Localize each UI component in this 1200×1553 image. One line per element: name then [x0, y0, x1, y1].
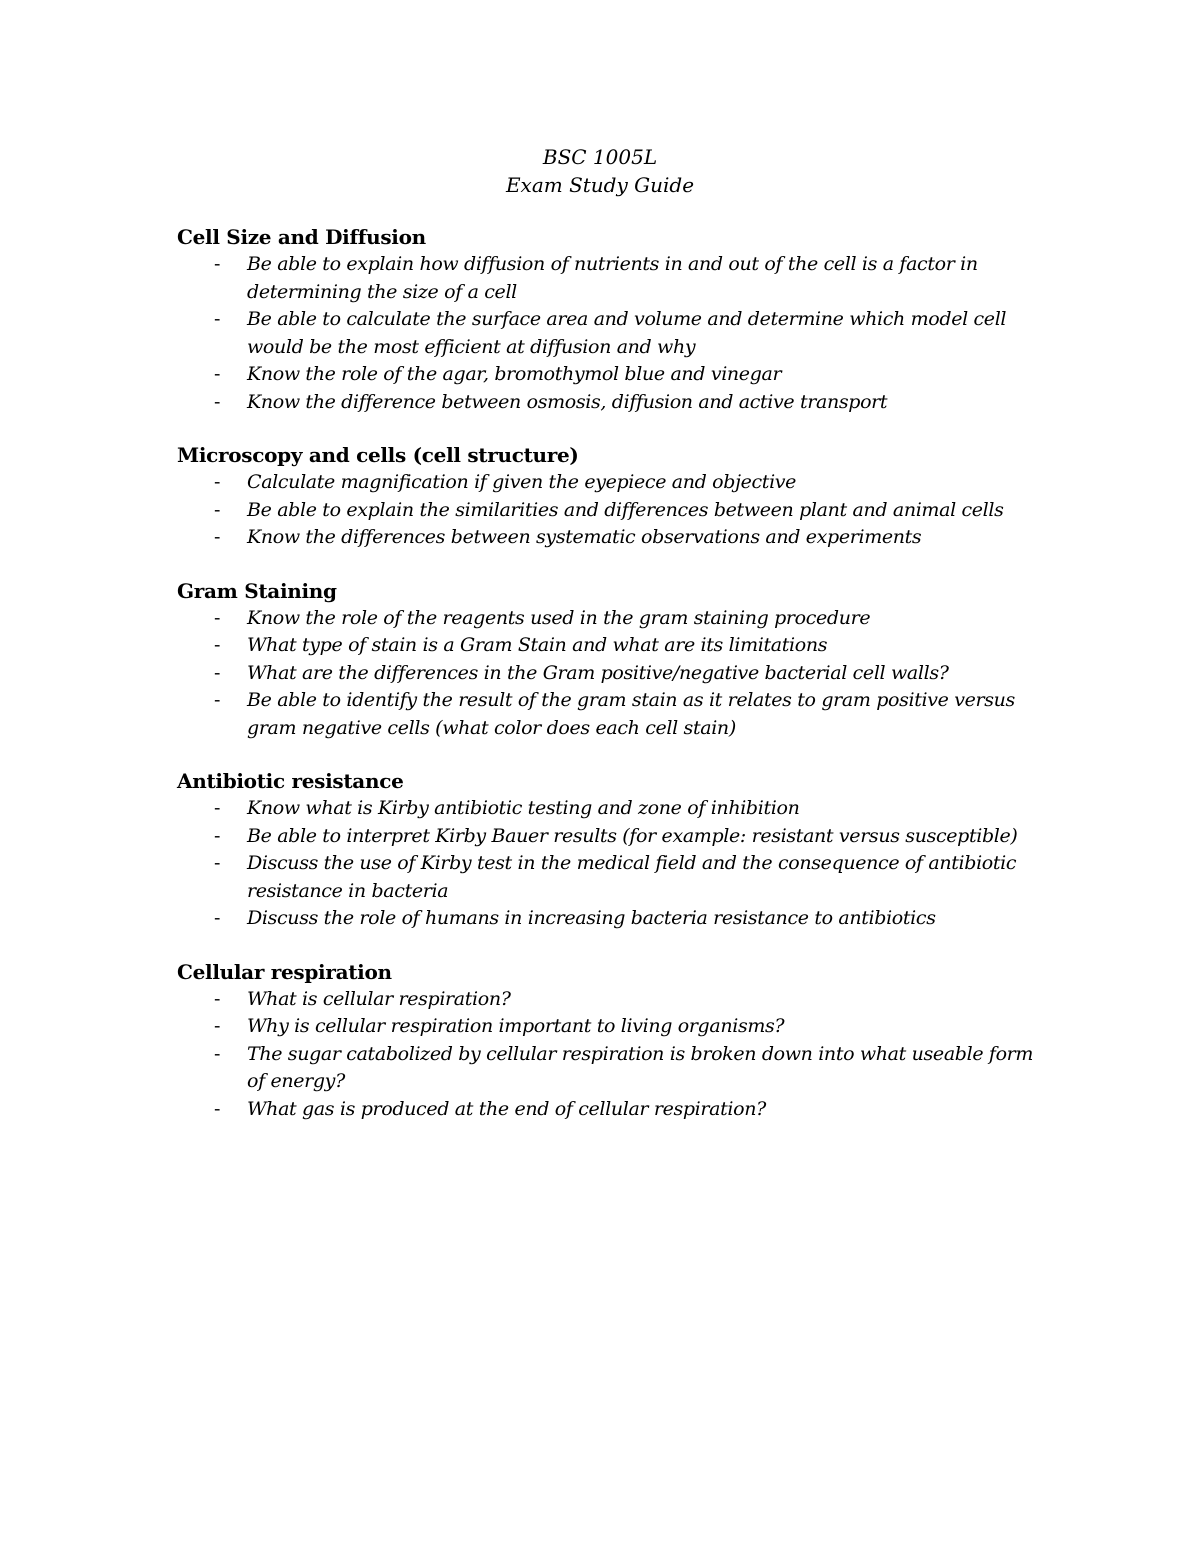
bullet-dash: - [214, 987, 221, 1010]
list-item [177, 251, 1047, 306]
section-title: Cell Size and Diffusion [177, 225, 426, 249]
course-code: BSC 1005L [542, 145, 658, 169]
section-title: Cellular respiration [177, 959, 392, 984]
section-cell-size-diffusion [177, 223, 1047, 416]
list-item [177, 469, 1047, 497]
bullet-dash: - [214, 606, 221, 629]
list-item [177, 524, 1047, 552]
section-gram-staining [177, 577, 1047, 743]
list-item [177, 687, 1047, 742]
document-content [177, 223, 1047, 1148]
list-item [177, 306, 1047, 361]
bullet-dash: - [214, 253, 221, 275]
bullet-dash: - [214, 661, 221, 684]
list-item-text: Calculate magnification if given the eyepiece and objective [247, 471, 797, 493]
list-item-text: Be able to calculate the surface area and volume and determine which model cell would be the most efficient at diffusion and why [247, 308, 1007, 358]
list-item [177, 389, 1047, 417]
list-item [177, 605, 1047, 633]
list-item-text: What gas is produced at the end of cellular respiration? [247, 1097, 766, 1120]
list-item-text: What are the differences in the Gram positive/negative bacterial cell walls? [247, 661, 949, 684]
list-item [177, 632, 1047, 660]
list-item-text: Discuss the use of Kirby test in the medical field and the consequence of antibiotic resistance in bacteria [247, 852, 1017, 902]
list-item [177, 497, 1047, 525]
list-item-text: Know what is Kirby antibiotic testing and zone of inhibition [247, 797, 800, 819]
bullet-dash: - [214, 1097, 221, 1120]
list-item-text: Know the role of the reagents used in the gram staining procedure [247, 606, 871, 629]
bullet-dash: - [214, 797, 221, 819]
list-item-text: Discuss the role of humans in increasing bacteria resistance to antibiotics [247, 907, 936, 929]
list-item-text: Know the role of the agar, bromothymol blue and vinegar [247, 363, 782, 385]
bullet-dash: - [214, 471, 221, 493]
list-item [177, 850, 1047, 905]
bullet-dash: - [214, 852, 221, 874]
list-item [177, 1041, 1047, 1096]
list-item-text: What type of stain is a Gram Stain and what are its limitations [247, 634, 828, 656]
list-item-text: The sugar catabolized by cellular respiration is broken down into what useable form of energy? [247, 1042, 1034, 1092]
bullet-dash: - [214, 308, 221, 330]
document-subtitle: Exam Study Guide [505, 173, 695, 197]
list-item-text: What is cellular respiration? [247, 987, 511, 1010]
bullet-dash: - [214, 824, 221, 847]
bullet-dash: - [214, 498, 221, 521]
list-item-text: Be able to interpret Kirby Bauer results (for example: resistant versus susceptible) [247, 824, 1018, 847]
section-microscopy-cells [177, 441, 1047, 552]
list-item [177, 823, 1047, 851]
section-cellular-respiration [177, 958, 1047, 1124]
section-title: Gram Staining [177, 578, 337, 603]
list-item [177, 660, 1047, 688]
list-item-text: Be able to explain the similarities and differences between plant and animal cells [247, 498, 1004, 521]
list-item-text: Know the differences between systematic observations and experiments [247, 526, 922, 548]
section-title: Antibiotic resistance [177, 769, 404, 793]
bullet-dash: - [214, 526, 221, 548]
list-item-text: Why is cellular respiration important to living organisms? [247, 1015, 785, 1037]
section-title: Microscopy and cells (cell structure) [177, 443, 579, 467]
list-item [177, 1013, 1047, 1041]
list-item-text: Be able to identify the result of the gram stain as it relates to gram positive versus gram negative cells (what color does each cell stain) [247, 689, 1015, 739]
bullet-dash: - [214, 1042, 221, 1065]
document-header [0, 143, 1200, 199]
bullet-dash: - [214, 363, 221, 385]
list-item [177, 986, 1047, 1014]
list-item [177, 1096, 1047, 1124]
list-item [177, 795, 1047, 823]
list-item-text: Know the difference between osmosis, diffusion and active transport [247, 390, 888, 413]
list-item [177, 905, 1047, 933]
bullet-dash: - [214, 390, 221, 413]
section-antibiotic-resistance [177, 767, 1047, 933]
list-item [177, 361, 1047, 389]
bullet-dash: - [214, 907, 221, 929]
bullet-dash: - [214, 1015, 221, 1037]
bullet-dash: - [214, 689, 221, 711]
list-item-text: Be able to explain how diffusion of nutrients in and out of the cell is a factor in determining the size of a cell [247, 253, 978, 303]
bullet-dash: - [214, 634, 221, 656]
